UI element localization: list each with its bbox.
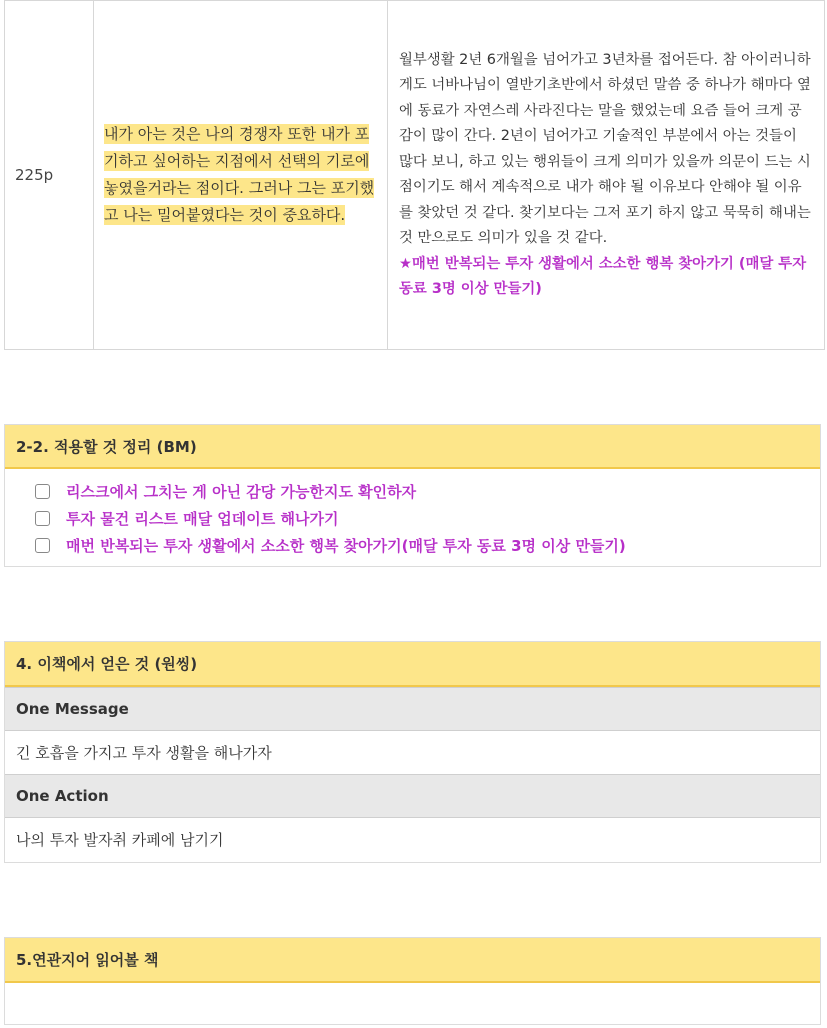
section-header: 5.연관지어 읽어볼 책 — [5, 938, 820, 983]
section-header: 4. 이책에서 얻은 것 (원씽) — [5, 642, 820, 687]
checklist-label: 투자 물건 리스트 매달 업데이트 해나가기 — [66, 510, 339, 528]
checkbox[interactable] — [35, 538, 50, 553]
checklist — [5, 469, 820, 559]
checklist-label: 리스크에서 그치는 게 아닌 감당 가능한지도 확인하자 — [66, 483, 417, 501]
related-books-section — [4, 937, 821, 1025]
note-cell — [388, 1, 825, 350]
quote-table — [4, 0, 825, 350]
table-row — [5, 1, 825, 350]
checklist-item[interactable] — [5, 505, 820, 532]
one-message-value: 긴 호흡을 가지고 투자 생활을 해나가자 — [16, 744, 272, 762]
checkbox[interactable] — [35, 511, 50, 526]
checkbox[interactable] — [35, 484, 50, 499]
related-books-value — [5, 983, 820, 1024]
page-number: 225p — [5, 1, 94, 350]
section-header: 2-2. 적용할 것 정리 (BM) — [5, 425, 820, 469]
checklist-item[interactable] — [5, 532, 820, 559]
quote-cell — [94, 1, 388, 350]
one-action-value: 나의 투자 발자취 카페에 남기기 — [16, 831, 224, 849]
one-action-label: One Action — [5, 774, 820, 818]
checklist-item[interactable] — [5, 478, 820, 505]
one-message-label: One Message — [5, 687, 820, 731]
checklist-label: 매번 반복되는 투자 생활에서 소소한 행복 찾아가기(매달 투자 동료 3명 이상 만들기) — [66, 537, 626, 555]
one-thing-section — [4, 641, 821, 863]
apply-section — [4, 424, 821, 567]
note-highlight: ★매번 반복되는 투자 생활에서 소소한 행복 찾아가기 (매달 투자 동료 3명 이상 만들기) — [399, 255, 807, 297]
highlighted-quote: 내가 아는 것은 나의 경쟁자 또한 내가 포기하고 싶어하는 지점에서 선택의 기로에 놓였을거라는 점이다. 그러나 그는 포기했고 나는 밀어붙였다는 것이 중요하다. — [104, 125, 375, 224]
note-text: 월부생활 2년 6개월을 넘어가고 3년차를 접어든다. 참 아이러니하게도 너바나님이 열반기초반에서 하셨던 말씀 중 하나가 해마다 옆에 동료가 자연스레 사라진다는 말을 했었는데 요즘 들어 크게 공감이 많이 간다. 2년이 넘어가고 기술적인 부분에서 아는 것들이 많다 보니, 하고 있는 행위들이 크게 의미가 있을까 의문이 드는 시점이기도 해서 계속적으로 내가 해야 될 이유보다 안해야 될 이유를 찾았던 것 같다. 찾기보다는 그저 포기 하지 않고 묵묵히 해내는 것 만으로도 의미가 있을 것 같다. — [399, 51, 811, 246]
